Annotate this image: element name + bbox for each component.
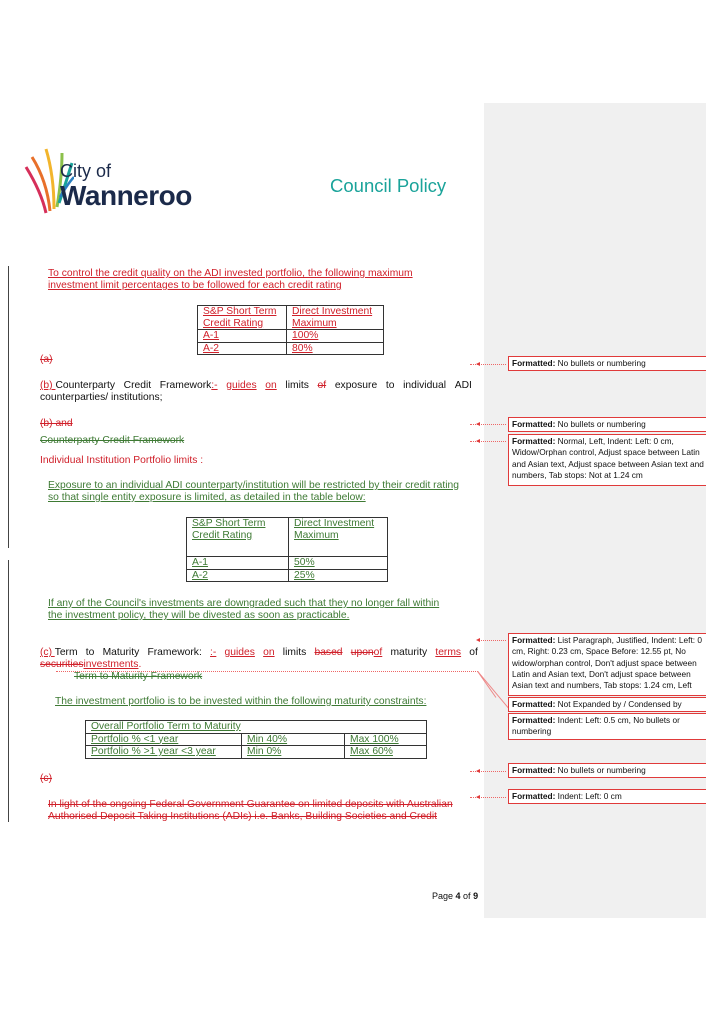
table-header-cell: S&P Short Term Credit Rating: [198, 306, 287, 330]
word: limits: [285, 380, 309, 391]
word: exposure: [334, 380, 378, 391]
portfolio-limits-subtitle: Individual Institution Portfolio limits :: [40, 455, 204, 466]
balloon-label: Formatted:: [512, 436, 556, 446]
arrow-icon: [476, 439, 480, 443]
format-balloon[interactable]: [508, 434, 706, 486]
table-cell: Overall Portfolio Term to Maturity: [86, 721, 427, 734]
c-framework-line: [40, 647, 478, 660]
word: on: [263, 647, 275, 658]
word: based: [314, 647, 343, 658]
format-balloon[interactable]: [508, 713, 706, 740]
guarantee-line: Authorised Deposit Taking Institutions (ADIs) i.e. Banks, Building Societies and Credit: [48, 811, 437, 822]
word: :-: [211, 380, 218, 391]
word: Maturity: [102, 647, 140, 658]
table-cell: 50%: [289, 557, 388, 570]
deleted-counterparty-title: Counterparty Credit Framework: [40, 435, 185, 446]
word: of: [469, 647, 478, 658]
arrow-icon: [476, 795, 480, 799]
b-framework-line: [40, 380, 472, 393]
word: Framework: [159, 380, 212, 391]
c-framework-line2: [40, 659, 141, 672]
table-cell: 80%: [287, 342, 384, 355]
guarantee-line: In light of the ongoing Federal Government Guarantee on limited deposits with Australian: [48, 799, 453, 810]
downgrade-line: the investment policy, they will be divested as soon as practicable.: [48, 610, 350, 621]
balloon-text: Not Expanded by / Condensed by: [555, 699, 682, 709]
table-cell: Portfolio % <1 year: [86, 733, 242, 746]
balloon-label: Formatted:: [512, 765, 556, 775]
c-label: (c): [40, 647, 55, 658]
table-cell: Min 0%: [242, 746, 345, 759]
word: :-: [210, 647, 217, 658]
b-framework-line2: counterparties/ institutions;: [40, 392, 163, 403]
format-balloon[interactable]: [508, 789, 706, 804]
word: guides: [224, 647, 255, 658]
balloon-text: No bullets or numbering: [555, 765, 646, 775]
word: individual: [403, 380, 447, 391]
page-prefix: Page: [432, 891, 456, 901]
deleted-marker-a: (a): [40, 354, 53, 365]
word: terms: [435, 647, 462, 658]
b-label: (b): [40, 380, 56, 391]
table-header-cell: Direct Investment Maximum: [289, 518, 388, 557]
table-cell: 25%: [289, 569, 388, 582]
constraint-text: The investment portfolio is to be invested within the following maturity constraints:: [55, 696, 427, 707]
table-header-cell: S&P Short Term Credit Rating: [187, 518, 289, 557]
leader-line: [478, 640, 506, 641]
balloon-text: No bullets or numbering: [555, 358, 646, 368]
table-cell: A-1: [198, 330, 287, 343]
word: maturity: [390, 647, 428, 658]
table-cell: A-2: [198, 342, 287, 355]
credit-rating-table-2: [186, 517, 388, 582]
balloon-label: Formatted:: [512, 699, 556, 709]
balloon-text: Indent: Left: 0 cm: [555, 791, 622, 801]
page-title: Council Policy: [330, 175, 447, 196]
table-cell: 100%: [287, 330, 384, 343]
deleted-securities: securities: [40, 659, 84, 670]
word: on: [265, 380, 277, 391]
word: Term: [54, 647, 78, 658]
format-balloon[interactable]: [508, 763, 706, 778]
balloon-text: List Paragraph, Justified, Indent: Left: 0 cm, Right: 0.23 cm, Space Before: 12.55 pt, No widow/orphan control, Don't adjust space between Latin and Asian text, Don't adjust space between Asian text and numbers, Tab stops: 1.24 cm, Left: [512, 635, 702, 691]
arrow-icon: [476, 638, 480, 642]
balloon-text: No bullets or numbering: [555, 419, 646, 429]
balloon-label: Formatted:: [512, 715, 556, 725]
balloon-label: Formatted:: [512, 419, 556, 429]
page-of: of: [460, 891, 474, 901]
page-current: 4: [455, 891, 461, 901]
word: to: [385, 380, 395, 391]
balloon-label: Formatted:: [512, 791, 556, 801]
table-cell: Portfolio % >1 year <3 year: [86, 746, 242, 759]
maturity-table: [85, 720, 427, 759]
word: of: [317, 380, 327, 391]
word: Framework:: [147, 647, 202, 658]
balloon-text: Normal, Left, Indent: Left: 0 cm, Widow/Orphan control, Adjust space between Latin and Asian text, Adjust space between Asian text and numbers, Tab stops: Not at 1.24 cm: [512, 436, 704, 480]
intro-line: investment limit percentages to be followed for each credit rating: [48, 280, 342, 291]
exposure-para-line: so that single entity exposure is limited, as detailed in the table below:: [48, 492, 366, 503]
inserted-investments: investments: [83, 659, 139, 670]
page-number: [432, 890, 478, 903]
balloon-text: Indent: Left: 0.5 cm, No bullets or numbering: [512, 715, 680, 737]
word: Counterparty: [55, 380, 115, 391]
word: ADI: [454, 380, 472, 391]
arrow-icon: [476, 422, 480, 426]
table-cell: Max 100%: [345, 733, 427, 746]
trailing-period: .: [138, 659, 142, 670]
balloon-label: Formatted:: [512, 635, 556, 645]
credit-rating-table-1: [197, 305, 384, 355]
format-balloon[interactable]: [508, 697, 706, 712]
logo-line1: City of: [60, 161, 112, 181]
arrow-icon: [476, 769, 480, 773]
table-cell: A-2: [187, 569, 289, 582]
table-header-cell: Direct Investment Maximum: [287, 306, 384, 330]
intro-line: To control the credit quality on the ADI invested portfolio, the following maximum: [48, 268, 413, 279]
change-bar: [8, 266, 9, 548]
logo-line2: Wanneroo: [60, 180, 192, 211]
deleted-term-title: Term to Maturity Framework: [74, 671, 203, 682]
downgrade-line: If any of the Council's investments are downgraded such that they no longer fall within: [48, 598, 440, 609]
page-total: 9: [473, 891, 479, 901]
table-cell: Min 40%: [242, 733, 345, 746]
format-balloon[interactable]: [508, 417, 706, 432]
word: guides: [226, 380, 257, 391]
word: to: [85, 647, 95, 658]
exposure-para-line: Exposure to an individual ADI counterparty/institution will be restricted by their credit rating: [48, 480, 459, 491]
format-balloon[interactable]: [508, 356, 706, 371]
change-bar: [8, 560, 9, 822]
deleted-b-and: (b) and: [40, 418, 73, 429]
balloon-label: Formatted:: [512, 358, 556, 368]
arrow-icon: [476, 362, 480, 366]
table-cell: A-1: [187, 557, 289, 570]
word: of: [373, 647, 383, 658]
word: limits: [282, 647, 307, 658]
word: Credit: [123, 380, 152, 391]
format-balloon[interactable]: [508, 633, 706, 696]
deleted-marker-c: (c): [40, 773, 53, 784]
leader-line: [56, 671, 478, 672]
word: upon: [350, 647, 374, 658]
table-cell: Max 60%: [345, 746, 427, 759]
